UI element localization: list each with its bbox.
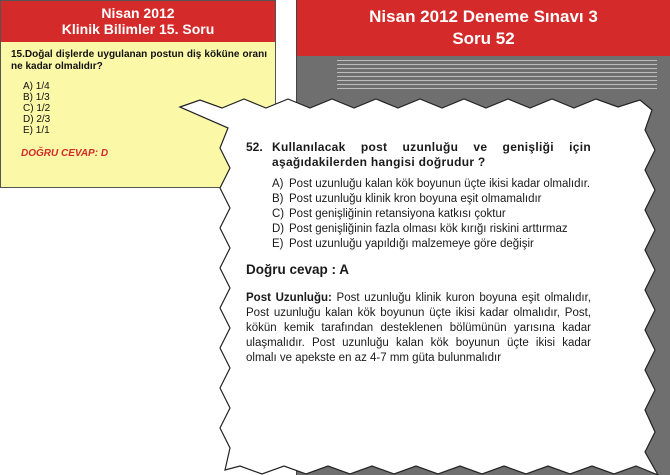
- explanation-title: Post Uzunluğu:: [246, 292, 332, 304]
- question-heading: [246, 140, 591, 170]
- option-text: Post uzunluğu kalan kök boyunun üçte ikisi kadar olmalıdır.: [289, 178, 591, 190]
- left-card-question-text: 15.Doğal dişlerde uygulanan postun diş köküne oranı ne kadar olmalıdır?: [11, 49, 267, 72]
- option-b: [272, 192, 591, 207]
- question-text: Kullanılacak post uzunluğu ve genişliği için aşağıdakilerden hangisi doğrudur ?: [272, 140, 591, 169]
- explanation: [246, 291, 591, 366]
- option-text: Post genişliğinin fazla olması kök kırığı riskini arttırmaz: [289, 223, 568, 235]
- left-card-option: D) 2/3: [23, 114, 51, 125]
- option-letter: D): [272, 223, 285, 235]
- answer-options: [272, 177, 591, 252]
- left-card-option: A) 1/4: [23, 81, 50, 92]
- option-letter: B): [272, 193, 284, 205]
- left-card-option: E) 1/1: [23, 125, 50, 136]
- option-a: [272, 177, 591, 192]
- left-card-option: B) 1/3: [23, 92, 50, 103]
- main-question: [246, 140, 591, 366]
- option-letter: E): [272, 238, 284, 250]
- option-text: Post genişliğinin retansiyona katkısı çoktur: [289, 208, 506, 220]
- option-letter: A): [272, 178, 284, 190]
- left-card-title: Nisan 2012: [101, 5, 175, 21]
- option-c: [272, 207, 591, 222]
- option-text: Post uzunluğu yapıldığı malzemeye göre değişir: [289, 238, 534, 250]
- right-card-title: Nisan 2012 Deneme Sınavı 3: [369, 7, 598, 26]
- left-card-option: C) 1/2: [23, 103, 51, 114]
- correct-answer: Doğru cevap : A: [246, 262, 350, 277]
- left-card-answer: DOĞRU CEVAP: D: [21, 148, 109, 159]
- right-card-subtitle: Soru 52: [452, 29, 515, 48]
- option-letter: C): [272, 208, 285, 220]
- option-e: [272, 237, 591, 252]
- question-number: 52.: [246, 140, 263, 154]
- left-card-subtitle: Klinik Bilimler 15. Soru: [61, 21, 215, 37]
- explanation-text: Post uzunluğu klinik kuron boyuna eşit olmalıdır, Post uzunluğu kalan kök boyunun üçte ikisi kadar olmalıdır, Post, kökün kemik tarafından desteklenen bölümünün yarısına kadar ulaşmalıdır. Post uzunluğu kalan kök boyunun üçte ikisi kadar olmalı ve apekste en az 4-7 mm güta bulunmalıdır: [246, 292, 591, 364]
- option-text: Post uzunluğu klinik kron boyuna eşit olmamalıdır: [289, 193, 542, 205]
- option-d: [272, 222, 591, 237]
